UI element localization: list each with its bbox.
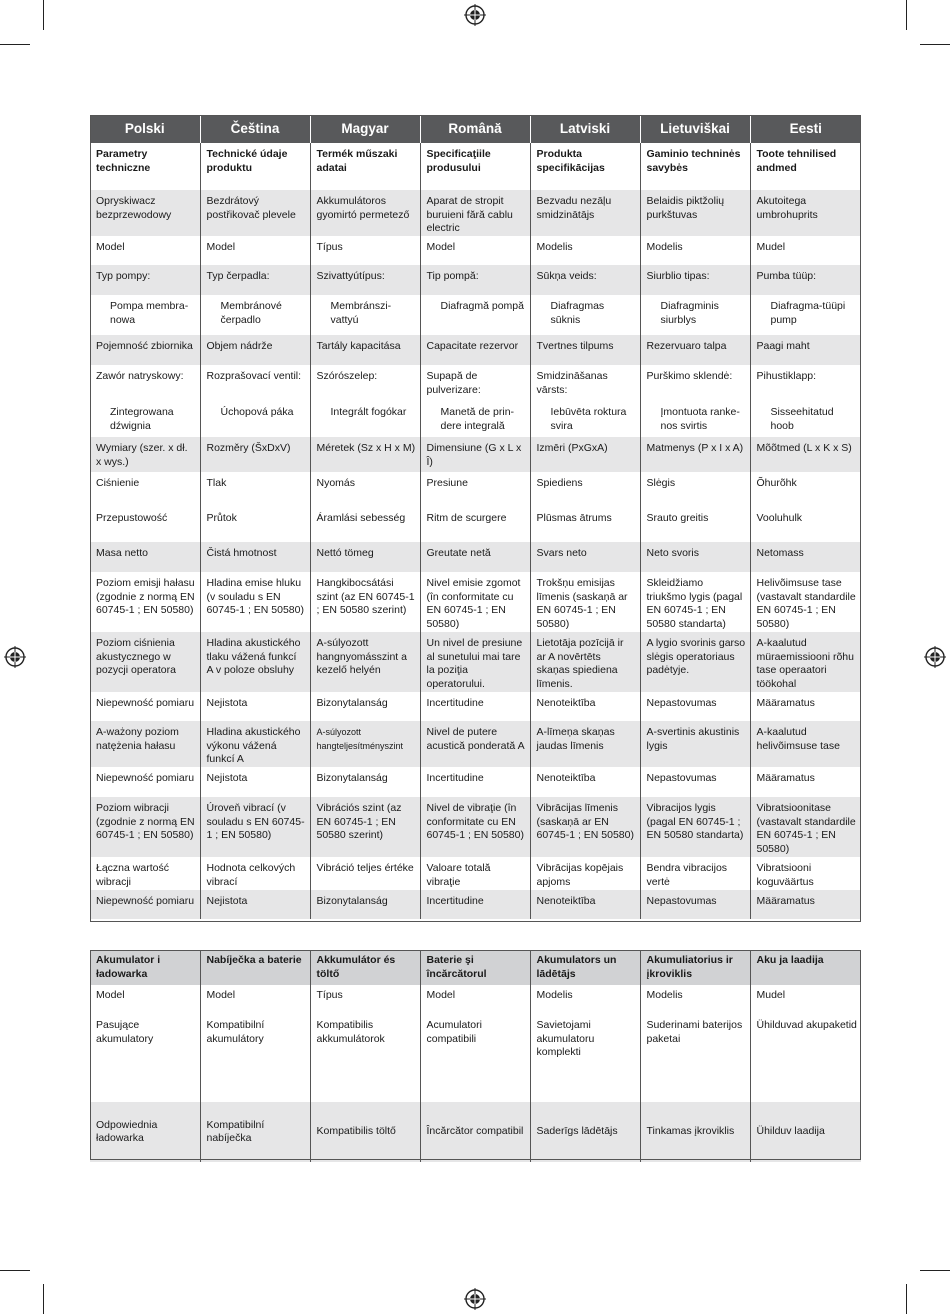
table-cell: Manetă de prin-dere integrală xyxy=(420,401,530,437)
table-row xyxy=(90,767,861,797)
table-row xyxy=(90,542,861,572)
table-cell: Odpowiednia ładowarka xyxy=(90,1102,200,1162)
table-cell: Vibrācijas līmenis (saskaņā ar EN 60745-1 ; EN 50580) xyxy=(530,797,640,857)
table-row xyxy=(90,857,861,890)
table-cell: Iebūvēta roktura svira xyxy=(530,401,640,437)
table-row xyxy=(90,143,861,190)
table-cell: Vibrációs szint (az EN 60745-1 ; EN 50580 szerint) xyxy=(310,797,420,857)
table-cell: Hladina akustického tlaku vážená funkcí A v poloze obsluhy xyxy=(200,632,310,692)
table-header-row xyxy=(90,950,861,985)
table-cell: Valoare totală vibraţie xyxy=(420,857,530,890)
table-cell: Mudel xyxy=(750,985,861,1015)
table-cell: Masa netto xyxy=(90,542,200,572)
table-cell: Pasujące akumulatory xyxy=(96,1019,154,1045)
table-cell: Nepastovumas xyxy=(640,767,750,797)
crop-mark xyxy=(43,0,44,30)
table-cell: Típus xyxy=(310,236,420,265)
language-header: Polski xyxy=(90,115,200,143)
table-cell: Tinkamas įkroviklis xyxy=(640,1102,750,1162)
table-cell: Skleidžiamo triukšmo lygis (pagal EN 60745-1 ; EN 50580 standarta) xyxy=(640,572,750,632)
table-cell: Akutoitega umbrohuprits xyxy=(750,190,861,236)
table-cell: Hodnota celkových vibrací xyxy=(200,857,310,890)
table-cell: Savietojami akumulatoru komplekti xyxy=(530,1015,640,1102)
table-row xyxy=(90,365,861,401)
table-cell: Nivel emisie zgomot (în conformitate cu EN 60745-1 ; EN 50580) xyxy=(420,572,530,632)
table-cell: Vooluhulk xyxy=(750,507,861,542)
table-cell: Ühilduvad akupaketid xyxy=(750,1015,861,1102)
table-cell: Izmēri (PxGxA) xyxy=(530,437,640,472)
table-cell: Szivattyútípus: xyxy=(310,265,420,295)
table-header-cell: Nabíječka a baterie xyxy=(200,950,310,985)
table-cell: Vibrācijas kopējais apjoms xyxy=(530,857,640,890)
table-cell: Model xyxy=(420,985,530,1015)
table-cell: Incertitudine xyxy=(420,890,530,919)
table-cell: Siurblio tipas: xyxy=(640,265,750,295)
table-cell: Toote tehnilised andmed xyxy=(750,143,861,190)
table-cell: Saderīgs lādētājs xyxy=(530,1102,640,1162)
table-cell: Nepastovumas xyxy=(640,890,750,919)
table-cell: Model xyxy=(200,236,310,265)
table-cell: Pojemność zbiornika xyxy=(90,335,200,365)
table-cell: Helivõimsuse tase (vastavalt standardile EN 60745-1 ; EN 50580) xyxy=(750,572,861,632)
table-cell: A-svertinis akustinis lygis xyxy=(640,721,750,767)
table-row xyxy=(90,190,861,236)
table-cell: Capacitate rezervor xyxy=(420,335,530,365)
table-row xyxy=(90,295,861,335)
table-header-cell: Akkumulátor és töltő xyxy=(310,950,420,985)
table-cell: Nivel de vibraţie (în conformitate cu EN 60745-1 ; EN 50580) xyxy=(420,797,530,857)
table-cell: Määramatus xyxy=(750,767,861,797)
table-cell: Trokšņu emisijas līmenis (saskaņā ar EN 60745-1 ; EN 50580) xyxy=(530,572,640,632)
table-cell: Mudel xyxy=(750,236,861,265)
table-cell: Průtok xyxy=(200,507,310,542)
table-cell: Kompatibilis töltő xyxy=(310,1102,420,1162)
table-cell: Hladina akustického výkonu vážená funkcí A xyxy=(200,721,310,767)
table-cell: Slėgis xyxy=(640,472,750,507)
table-cell: Lietotāja pozīcijā ir ar A novērtēts skaņas spiediena līmenis. xyxy=(530,632,640,692)
table-cell: Méretek (Sz x H x M) xyxy=(310,437,420,472)
table-cell: Pompa membra-nowa xyxy=(110,300,189,326)
registration-mark-icon xyxy=(924,646,946,668)
registration-mark-icon xyxy=(4,646,26,668)
table-cell: Hangkibocsátási szint (az EN 60745-1 ; EN 50580 szerint) xyxy=(310,572,420,632)
table-row xyxy=(90,335,861,365)
table-cell: Nivel de putere acustică ponderată A xyxy=(420,721,530,767)
table-cell: Smidzināšanas vārsts: xyxy=(530,365,640,401)
table-cell: Membránové čerpadlo xyxy=(200,295,310,335)
table-cell: Vibratsiooni koguväärtus xyxy=(750,857,861,890)
table-row xyxy=(90,472,861,507)
table-cell: Parametry techniczne xyxy=(96,148,151,174)
table-row xyxy=(90,572,861,632)
table-cell: Poziom wibracji (zgodnie z normą EN 60745-1 ; EN 50580) xyxy=(90,797,200,857)
table-cell: A-kaalutud müraemissiooni rõhu tase operaatori töökohal xyxy=(750,632,861,692)
table-cell: Integrált fogókar xyxy=(310,401,420,437)
table-cell: Încărcător compatibil xyxy=(420,1102,530,1162)
table-cell: Hladina emise hluku (v souladu s EN 60745-1 ; EN 50580) xyxy=(200,572,310,632)
table-cell: Paagi maht xyxy=(750,335,861,365)
table-row xyxy=(90,401,861,437)
table-cell: Przepustowość xyxy=(96,512,168,524)
table-cell: Akkumulátoros gyomirtó permetező xyxy=(310,190,420,236)
table-cell: Kompatibilis akkumulátorok xyxy=(310,1015,420,1102)
table-cell: Zawór natryskowy: xyxy=(96,370,184,382)
table-row xyxy=(90,890,861,919)
table-cell: Acumulatori compatibili xyxy=(420,1015,530,1102)
table-cell: Technické údaje produktu xyxy=(200,143,310,190)
table-cell: Diafragmă pompă xyxy=(420,295,530,335)
table-cell: Bizonytalanság xyxy=(310,692,420,721)
table-header-cell: Akumulators un lādētājs xyxy=(530,950,640,985)
table-cell: Typ pompy: xyxy=(90,265,200,295)
table-cell: Mõõtmed (L x K x S) xyxy=(750,437,861,472)
table-row xyxy=(90,632,861,692)
battery-charger-table xyxy=(90,950,861,1162)
table-cell: Diafragma-tüüpi pump xyxy=(750,295,861,335)
table-cell: Nejistota xyxy=(200,890,310,919)
table-cell: Supapă de pulverizare: xyxy=(420,365,530,401)
table-cell: Määramatus xyxy=(750,890,861,919)
table-cell: A lygio svorinis garso slėgis operatoriaus padėtyje. xyxy=(640,632,750,692)
table-cell: Niepewność pomiaru xyxy=(90,890,200,919)
table-cell: Szórószelep: xyxy=(310,365,420,401)
table-cell: A-súlyozott hangnyomásszint a kezelő helyén xyxy=(310,632,420,692)
table-cell: Nenoteiktība xyxy=(530,890,640,919)
table-cell: Määramatus xyxy=(750,692,861,721)
table-header-cell: Baterie şi încărcătorul xyxy=(420,950,530,985)
table-cell: Ciśnienie xyxy=(96,477,140,489)
table-cell: Model xyxy=(96,989,125,1001)
table-cell: Poziom emisji hałasu (zgodnie z normą EN 60745-1 ; EN 50580) xyxy=(96,577,195,616)
registration-mark-icon xyxy=(464,1288,486,1310)
table-cell: A-ważony poziom natężenia hałasu xyxy=(90,721,200,767)
table-row xyxy=(90,1102,861,1162)
table-cell: A-kaalutud helivõimsuse tase xyxy=(750,721,861,767)
table-cell: Bizonytalanság xyxy=(310,890,420,919)
language-header: Čeština xyxy=(200,115,310,143)
crop-mark xyxy=(920,44,950,45)
table-cell: Pumba tüüp: xyxy=(750,265,861,295)
table-cell: Áramlási sebesség xyxy=(310,507,420,542)
table-cell: Termék műszaki adatai xyxy=(310,143,420,190)
table-cell: Objem nádrže xyxy=(200,335,310,365)
table-cell: Aparat de stropit buruieni fără cablu electric xyxy=(420,190,530,236)
language-header: Eesti xyxy=(750,115,861,143)
table-cell: Netomass xyxy=(750,542,861,572)
table-cell: Purškimo sklendė: xyxy=(640,365,750,401)
table-cell: Sisseehitatud hoob xyxy=(750,401,861,437)
table-cell: Õhurõhk xyxy=(750,472,861,507)
table-cell: Kompatibilní nabíječka xyxy=(200,1102,310,1162)
table-cell: Nyomás xyxy=(310,472,420,507)
table-cell: Incertitudine xyxy=(420,767,530,797)
table-cell: Nejistota xyxy=(200,767,310,797)
table-cell: Matmenys (P x I x A) xyxy=(640,437,750,472)
table-cell: Dimensiune (G x L x Î) xyxy=(420,437,530,472)
table-row xyxy=(90,985,861,1015)
table-cell: A-līmeņa skaņas jaudas līmenis xyxy=(530,721,640,767)
table-cell: Wymiary (szer. x dł. x wys.) xyxy=(90,437,200,472)
registration-mark-icon xyxy=(464,4,486,26)
table-header-cell: Aku ja laadija xyxy=(750,950,861,985)
table-cell: Incertitudine xyxy=(420,692,530,721)
table-cell: Nejistota xyxy=(200,692,310,721)
table-cell: Łączna wartość wibracji xyxy=(96,862,169,888)
language-header: Lietuviškai xyxy=(640,115,750,143)
table-row xyxy=(90,797,861,857)
table-cell: Sūkņa veids: xyxy=(530,265,640,295)
table-cell: Model xyxy=(420,236,530,265)
table-cell: Opryskiwacz bezprzewodowy xyxy=(90,190,200,236)
table-cell: Membránszi-vattyú xyxy=(310,295,420,335)
crop-mark xyxy=(0,44,30,45)
table-cell: Modelis xyxy=(530,236,640,265)
table-cell: Bizonytalanság xyxy=(310,767,420,797)
table-header-cell: Akumulator i ładowarka xyxy=(90,950,200,985)
crop-mark xyxy=(920,1270,950,1271)
table-cell: Srauto greitis xyxy=(640,507,750,542)
table-cell: Rezervuaro talpa xyxy=(640,335,750,365)
table-cell: Diafragminis siurblys xyxy=(640,295,750,335)
table-cell: Bendra vibracijos vertė xyxy=(640,857,750,890)
table-cell: Modelis xyxy=(640,985,750,1015)
table-cell: Tvertnes tilpums xyxy=(530,335,640,365)
table-cell: Kompatibilní akumulátory xyxy=(200,1015,310,1102)
language-header: Română xyxy=(420,115,530,143)
table-cell: Model xyxy=(96,241,125,253)
table-cell: Ühilduv laadija xyxy=(750,1102,861,1162)
table-cell: Belaidis piktžolių purkštuvas xyxy=(640,190,750,236)
table-cell: Suderinami baterijos paketai xyxy=(640,1015,750,1102)
table-cell: Rozměry (ŠxDxV) xyxy=(200,437,310,472)
table-row xyxy=(90,692,861,721)
table-cell: Įmontuota ranke-nos svirtis xyxy=(640,401,750,437)
language-header: Latviski xyxy=(530,115,640,143)
table-cell: Svars neto xyxy=(530,542,640,572)
crop-mark xyxy=(43,1284,44,1314)
table-header-cell: Akumuliatorius ir įkroviklis xyxy=(640,950,750,985)
table-cell: Spiediens xyxy=(530,472,640,507)
specification-table xyxy=(90,115,861,919)
table-cell: Úchopová páka xyxy=(200,401,310,437)
table-cell: Gaminio techninės savybės xyxy=(640,143,750,190)
table-cell: Pihustiklapp: xyxy=(750,365,861,401)
table-row xyxy=(90,265,861,295)
language-header-row xyxy=(90,115,861,143)
table-cell: Modelis xyxy=(640,236,750,265)
table-cell: Bezvadu nezāļu smidzinātājs xyxy=(530,190,640,236)
table-cell: Modelis xyxy=(530,985,640,1015)
table-cell: Nepastovumas xyxy=(640,692,750,721)
table-cell: Niepewność pomiaru xyxy=(96,772,195,784)
table-cell: Specificaţiile produsului xyxy=(420,143,530,190)
language-header: Magyar xyxy=(310,115,420,143)
table-cell: Diafragmas sūknis xyxy=(530,295,640,335)
table-row xyxy=(90,721,861,767)
table-cell: Tartály kapacitása xyxy=(310,335,420,365)
crop-mark xyxy=(906,0,907,30)
table-cell: Produkta specifikācijas xyxy=(530,143,640,190)
table-cell: Bezdrátový postřikovač plevele xyxy=(200,190,310,236)
table-cell: Model xyxy=(200,985,310,1015)
table-cell: Presiune xyxy=(420,472,530,507)
table-cell: Vibráció teljes értéke xyxy=(310,857,420,890)
table-cell: Vibracijos lygis (pagal EN 60745-1 ; EN 50580 standarta) xyxy=(640,797,750,857)
table-cell: Nenoteiktība xyxy=(530,692,640,721)
crop-mark xyxy=(906,1284,907,1314)
table-cell: Čistá hmotnost xyxy=(200,542,310,572)
table-cell: Zintegrowana dźwignia xyxy=(110,406,174,432)
table-row xyxy=(90,236,861,265)
table-row xyxy=(90,437,861,472)
table-cell: Rozprašovací ventil: xyxy=(200,365,310,401)
table-cell: Nettó tömeg xyxy=(310,542,420,572)
table-cell: Tlak xyxy=(200,472,310,507)
table-cell: A-súlyozott hangteljesítményszint xyxy=(310,721,420,767)
table-cell: Un nivel de presiune al sunetului mai tare la poziţia operatorului. xyxy=(420,632,530,692)
table-row xyxy=(90,1015,861,1102)
table-cell: Plūsmas ātrums xyxy=(530,507,640,542)
table-cell: Poziom ciśnienia akustycznego w pozycji operatora xyxy=(90,632,200,692)
table-cell: Tip pompă: xyxy=(420,265,530,295)
table-cell: Niepewność pomiaru xyxy=(96,697,195,709)
table-row xyxy=(90,507,861,542)
table-cell: Úroveň vibrací (v souladu s EN 60745-1 ; EN 50580) xyxy=(200,797,310,857)
table-cell: Nenoteiktība xyxy=(530,767,640,797)
table-cell: Ritm de scurgere xyxy=(420,507,530,542)
table-cell: Typ čerpadla: xyxy=(200,265,310,295)
table-cell: Vibratsioonitase (vastavalt standardile EN 60745-1 ; EN 50580) xyxy=(750,797,861,857)
table-cell: Greutate netă xyxy=(420,542,530,572)
table-cell: Típus xyxy=(310,985,420,1015)
crop-mark xyxy=(0,1270,30,1271)
table-cell: Neto svoris xyxy=(640,542,750,572)
